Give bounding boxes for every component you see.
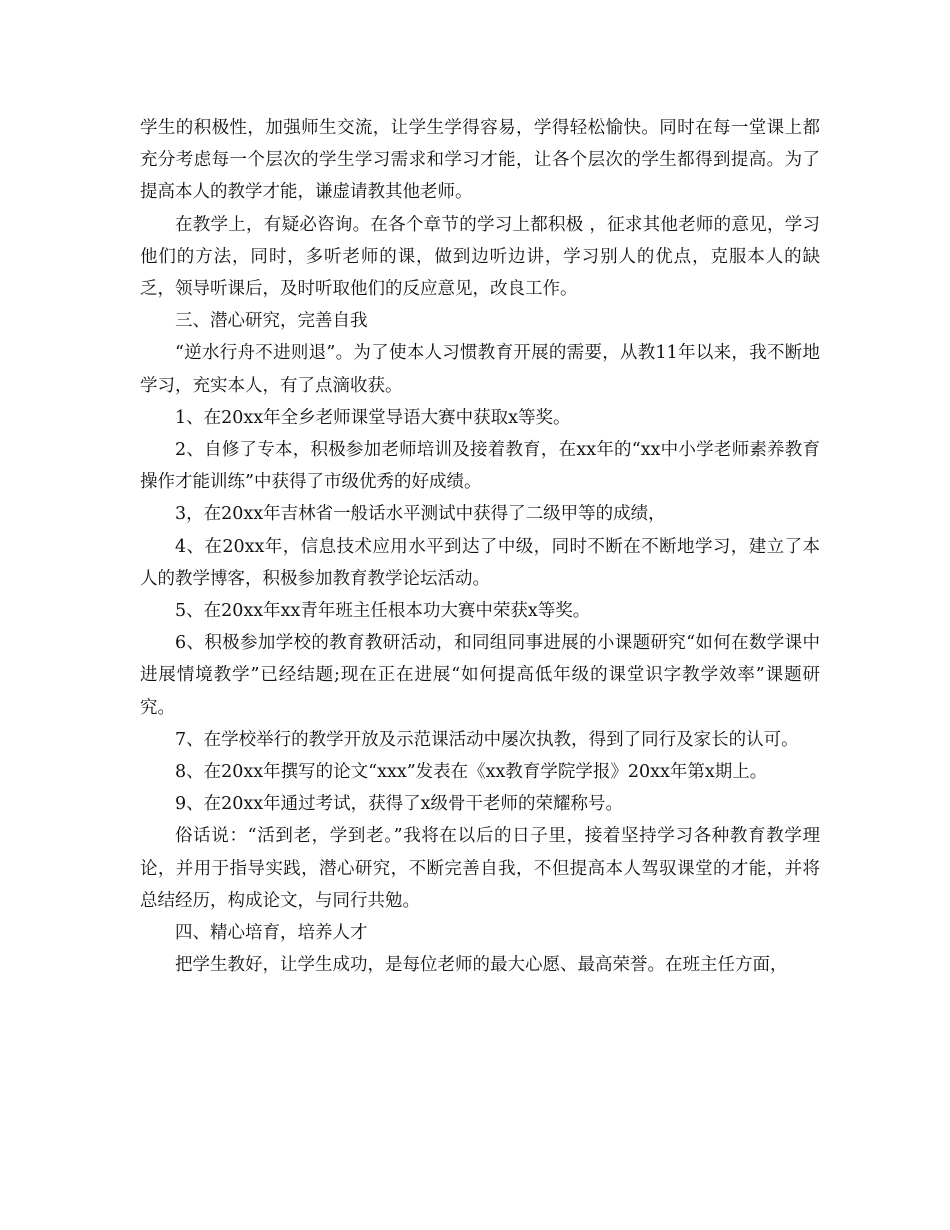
list-item: 9、在20xx年通过考试，获得了x级骨干老师的荣耀称号。 <box>175 794 624 815</box>
list-item: 7、在学校举行的教学开放及示范课活动中屡次执教，得到了同行及家长的认可。 <box>175 729 799 750</box>
list-item: 1、在20xx年全乡老师课堂导语大赛中获取x等奖。 <box>175 407 571 428</box>
list-item: 6、积极参加学校的教育教研活动，和同组同事进展的小课题研究“如何在数学课中进展情境教学”已经结题;现在正在进展“如何提高低年级的课堂识字教学效率”课题研究。 <box>140 633 820 718</box>
list-item: 5、在20xx年xx青年班主任根本功大赛中荣获x等奖。 <box>175 601 591 622</box>
list-item: 4、在20xx年，信息技术应用水平到达了中级，同时不断在不断地学习，建立了本人的教学博客，积极参加教育教学论坛活动。 <box>140 536 820 589</box>
paragraph: 在教学上，有疑必咨询。在各个章节的学习上都积极 ，征求其他老师的意见，学习他们的方法，同时，多听老师的课，做到边听边讲，学习别人的优点，克服本人的缺乏，领导听课后，及时听取他们的反应意见，改良工作。 <box>140 214 820 300</box>
list-item: 2、自修了专本，积极参加老师培训及接着教育，在xx年的“xx中小学老师素养教育操作才能训练”中获得了市级优秀的好成绩。 <box>140 440 820 493</box>
paragraph: 把学生教好，让学生成功，是每位老师的最大心愿、最高荣誉。在班主任方面， <box>175 955 788 976</box>
section-heading: 三、潜心研究，完善自我 <box>175 311 368 332</box>
paragraph: “逆水行舟不进则退”。为了使本人习惯教育开展的需要，从教11年以来，我不断地学习，充实本人，有了点滴收获。 <box>140 343 820 396</box>
section-heading: 四、精心培育，培养人才 <box>175 923 368 944</box>
paragraph: 俗话说：“活到老，学到老。”我将在以后的日子里，接着坚持学习各种教育教学理论，并用于指导实践，潜心研究，不断完善自我，不但提高本人驾驭课堂的才能，并将总结经历，构成论文，与同行共勉。 <box>140 826 820 911</box>
paragraph: 学生的积极性，加强师生交流，让学生学得容易，学得轻松愉快。同时在每一堂课上都充分考虑每一个层次的学生学习需求和学习才能，让各个层次的学生都得到提高。为了提高本人的教学才能，谦虚请教其他老师。 <box>140 118 820 203</box>
list-item: 8、在20xx年撰写的论文“xxx”发表在《xx教育学院学报》20xx年第x期上。 <box>175 762 768 783</box>
list-item: 3，在20xx年吉林省一般话水平测试中获得了二级甲等的成绩， <box>175 504 666 525</box>
document-page <box>140 112 820 981</box>
